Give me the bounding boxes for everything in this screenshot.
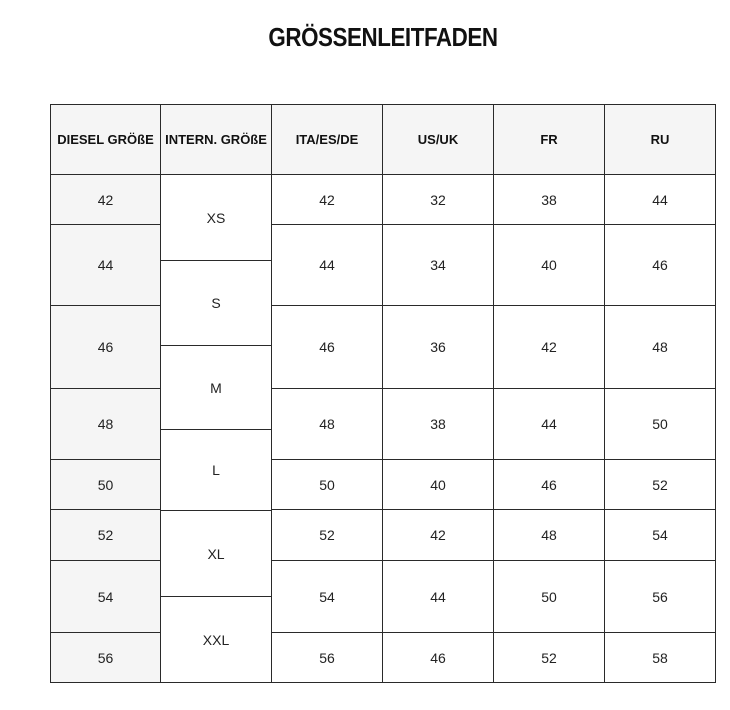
size-cell-ita-es-de: 56	[272, 633, 383, 683]
page-title: GRÖSSENLEITFADEN	[268, 22, 498, 52]
size-cell-fr: 38	[494, 175, 605, 225]
size-cell-ru: 50	[605, 389, 716, 460]
intern-size-cell: XXL	[161, 597, 272, 683]
intern-size-cell: S	[161, 261, 272, 346]
size-cell-ru: 58	[605, 633, 716, 683]
size-cell-fr: 52	[494, 633, 605, 683]
size-cell-fr: 44	[494, 389, 605, 460]
size-cell-ru: 54	[605, 510, 716, 561]
size-cell-us-uk: 36	[383, 306, 494, 389]
size-cell-us-uk: 46	[383, 633, 494, 683]
size-cell-ru: 44	[605, 175, 716, 225]
size-cell-ita-es-de: 54	[272, 561, 383, 633]
header-us-uk: US/UK	[383, 104, 494, 175]
diesel-size-cell: 50	[50, 460, 161, 510]
size-cell-fr: 42	[494, 306, 605, 389]
diesel-size-cell: 44	[50, 225, 161, 306]
size-cell-us-uk: 34	[383, 225, 494, 306]
size-cell-ru: 56	[605, 561, 716, 633]
size-cell-ru: 52	[605, 460, 716, 510]
size-cell-us-uk: 40	[383, 460, 494, 510]
diesel-size-cell: 46	[50, 306, 161, 389]
size-cell-ita-es-de: 42	[272, 175, 383, 225]
size-cell-ita-es-de: 46	[272, 306, 383, 389]
size-cell-us-uk: 38	[383, 389, 494, 460]
diesel-size-cell: 52	[50, 510, 161, 561]
size-cell-ru: 48	[605, 306, 716, 389]
header-ita-es-de: ITA/ES/DE	[272, 104, 383, 175]
size-cell-us-uk: 32	[383, 175, 494, 225]
size-cell-us-uk: 42	[383, 510, 494, 561]
size-cell-fr: 48	[494, 510, 605, 561]
diesel-size-cell: 48	[50, 389, 161, 460]
header-diesel-size: DIESEL GRÖßE	[50, 104, 161, 175]
size-guide-table	[50, 104, 716, 683]
intern-size-cell: L	[161, 430, 272, 511]
size-cell-ita-es-de: 52	[272, 510, 383, 561]
intern-size-cell: XL	[161, 511, 272, 597]
header-ru: RU	[605, 104, 716, 175]
size-cell-ita-es-de: 50	[272, 460, 383, 510]
intern-size-cell: XS	[161, 175, 272, 261]
intern-size-cell: M	[161, 346, 272, 430]
size-cell-fr: 50	[494, 561, 605, 633]
size-cell-ru: 46	[605, 225, 716, 306]
size-cell-us-uk: 44	[383, 561, 494, 633]
header-intern-size: INTERN. GRÖßE	[161, 104, 272, 175]
size-cell-fr: 46	[494, 460, 605, 510]
size-cell-ita-es-de: 48	[272, 389, 383, 460]
size-cell-fr: 40	[494, 225, 605, 306]
diesel-size-cell: 54	[50, 561, 161, 633]
header-fr: FR	[494, 104, 605, 175]
size-cell-ita-es-de: 44	[272, 225, 383, 306]
diesel-size-cell: 56	[50, 633, 161, 683]
diesel-size-cell: 42	[50, 175, 161, 225]
